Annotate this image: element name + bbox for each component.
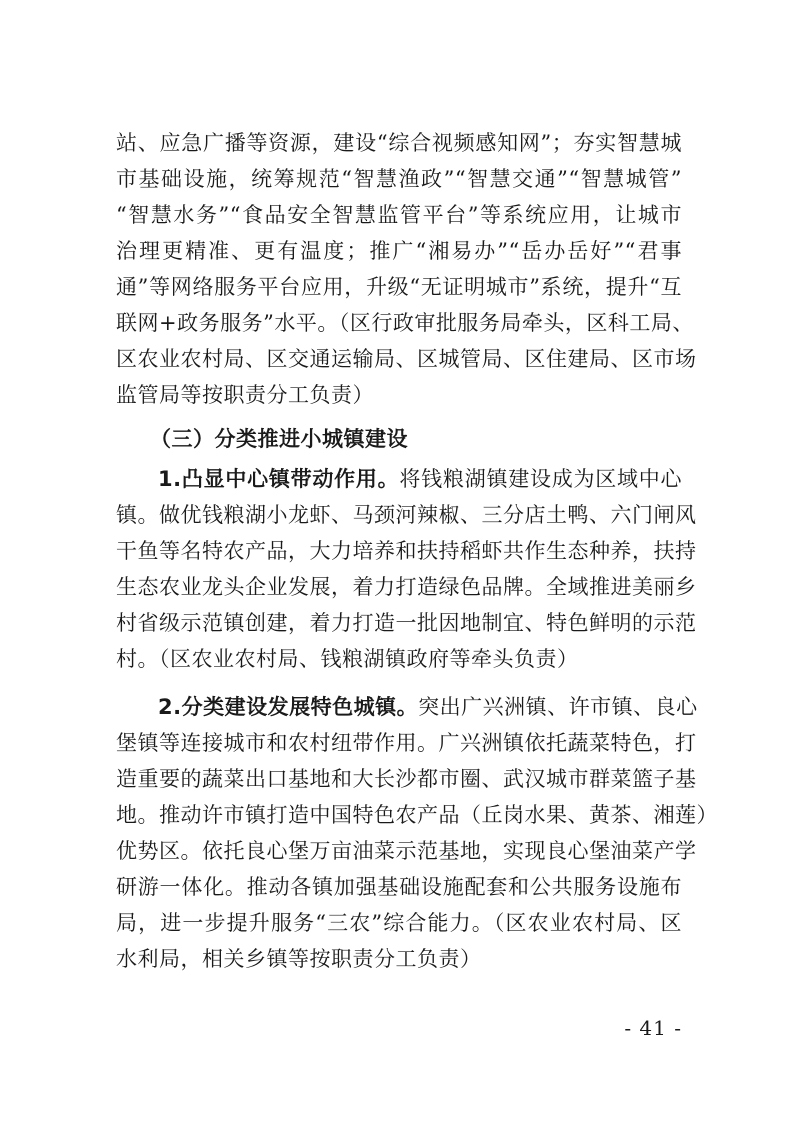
body-text-line: 治理更精准、更有温度；推广“湘易办”“岳办岳好”“君事 [116,239,682,263]
body-text-line: 局，进一步提升服务“三农”综合能力。（区农业农村局、区 [116,911,682,935]
body-text-line: 水利局，相关乡镇等按职责分工负责） [116,947,482,971]
body-text-line: 堡镇等连接城市和农村纽带作用。广兴洲镇依托蔬菜特色，打 [116,731,697,755]
body-text-line: 村省级示范镇创建，着力打造一批因地制宜、特色鲜明的示范 [116,611,697,635]
item-2-title: 2.分类建设发展特色城镇。 [158,695,419,719]
item-2-first-line-text: 突出广兴洲镇、许市镇、良心 [418,695,698,719]
body-text-line: 区农业农村局、区交通运输局、区城管局、区住建局、区市场 [116,347,697,371]
item-2-first-line [158,692,698,722]
section-heading: （三）分类推进小城镇建设 [150,427,408,451]
body-text-line: 生态农业龙头企业发展，着力打造绿色品牌。全域推进美丽乡 [116,575,697,599]
body-text-line: “智慧水务”“食品安全智慧监管平台”等系统应用，让城市 [116,203,682,227]
body-text-line: 监管局等按职责分工负责） [116,383,374,407]
body-text-line: 优势区。依托良心堡万亩油菜示范基地，实现良心堡油菜产学 [116,839,697,863]
body-text-line: 村。（区农业农村局、钱粮湖镇政府等牵头负责） [116,647,579,671]
body-text-line: 站、应急广播等资源，建设“综合视频感知网”；夯实智慧城 [116,131,682,155]
item-1-title: 1.凸显中心镇带动作用。 [158,467,400,491]
body-text-line: 通”等网络服务平台应用，升级“无证明城市”系统，提升“互 [116,275,682,299]
body-text-line: 市基础设施，统筹规范“智慧渔政”“智慧交通”“智慧城管” [116,167,682,191]
body-text-line: 造重要的蔬菜出口基地和大长沙都市圈、武汉城市群菜篮子基 [116,767,697,791]
item-1-first-line-text: 将钱粮湖镇建设成为区域中心 [399,467,683,491]
item-1-first-line [158,464,682,494]
body-text-line: 镇。做优钱粮湖小龙虾、马颈河辣椒、三分店土鸭、六门闸风 [116,503,697,527]
body-text-line: 地。推动许市镇打造中国特色农产品（丘岗水果、黄茶、湘莲） [116,803,718,827]
page-number: - 41 - [624,1016,682,1040]
body-text-line: 联网+政务服务”水平。（区行政审批服务局牵头，区科工局、 [116,311,694,335]
body-text-line: 研游一体化。推动各镇加强基础设施配套和公共服务设施布 [116,875,682,899]
body-text-line: 干鱼等名特农产品，大力培养和扶持稻虾共作生态种养，扶持 [116,539,697,563]
